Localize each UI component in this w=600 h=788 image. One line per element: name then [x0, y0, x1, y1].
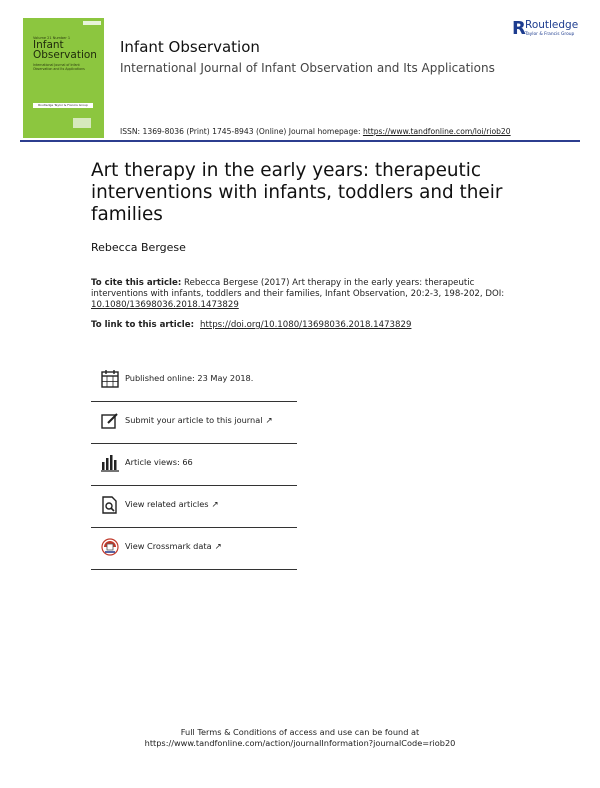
journal-cover: [23, 18, 104, 138]
cover-publisher-bar: Routledge Taylor & Francis Group: [33, 103, 93, 108]
article-doi-link[interactable]: https://doi.org/10.1080/13698036.2018.1473829: [200, 320, 412, 330]
crossmark-link[interactable]: [125, 541, 222, 552]
article-info-list: [91, 360, 297, 570]
author-name: Rebecca Bergese: [91, 241, 186, 254]
external-link-icon: ↗: [265, 416, 273, 426]
submit-link[interactable]: [125, 415, 273, 426]
citation: [91, 278, 531, 311]
footer-line1: Full Terms & Conditions of access and use can be found at: [180, 727, 420, 737]
cover-strip: [83, 21, 101, 25]
crossmark-label: View Crossmark data: [125, 541, 212, 551]
cite-doi-link[interactable]: 10.1080/13698036.2018.1473829: [91, 300, 239, 310]
journal-homepage-link[interactable]: https://www.tandfonline.com/loi/riob20: [362, 127, 511, 136]
calendar-icon: [100, 369, 120, 389]
link-label: To link to this article:: [91, 320, 198, 330]
cover-title-line1: Infant: [33, 39, 64, 51]
brand-sub: Taylor & Francis Group: [525, 32, 575, 37]
cover-volume: Volume 21 Number 1: [33, 36, 71, 40]
brand-name: Routledge: [525, 19, 579, 31]
related-row[interactable]: [91, 486, 297, 528]
routledge-r-icon: R: [512, 18, 526, 39]
external-link-icon: ↗: [214, 542, 222, 552]
header-divider: [20, 140, 580, 142]
submit-label: Submit your article to this journal: [125, 415, 263, 425]
article-views: Article views: 66: [125, 457, 193, 467]
cover-subtitle: International Journal of Infant Observation and Its Applications: [33, 63, 85, 71]
cover-title: [33, 40, 97, 60]
article-title: Art therapy in the early years: therapeutic interventions with infants, toddlers and their families: [91, 160, 503, 225]
crossmark-icon: [100, 537, 120, 557]
journal-name: Infant Observation: [120, 38, 260, 56]
cover-title-line2: Observation: [33, 49, 97, 61]
cover-logo: [73, 118, 91, 128]
published-row: [91, 360, 297, 402]
issn-text: ISSN: 1369-8036 (Print) 1745-8943 (Online) Journal homepage:: [120, 127, 363, 136]
footer-terms-link[interactable]: https://www.tandfonline.com/action/journalInformation?journalCode=riob20: [144, 738, 456, 748]
journal-subtitle: International Journal of Infant Observation and Its Applications: [120, 61, 495, 75]
footer-terms: [0, 727, 600, 749]
views-row: [91, 444, 297, 486]
edit-icon: [100, 411, 120, 431]
article-link-line: [91, 320, 411, 330]
routledge-logo[interactable]: [512, 19, 588, 41]
cite-label: To cite this article:: [91, 278, 182, 288]
external-link-icon: ↗: [211, 500, 219, 510]
bar-chart-icon: [100, 453, 120, 473]
related-label: View related articles: [125, 499, 209, 509]
issn-line: [120, 127, 511, 136]
cite-text: Rebecca Bergese (2017) Art therapy in the early years: therapeutic interventions with infants, toddlers and their families, Infant Observation, 20:2-3, 198-202, DOI:: [91, 278, 505, 299]
published-date: Published online: 23 May 2018.: [125, 373, 254, 383]
crossmark-row[interactable]: [91, 528, 297, 570]
submit-row[interactable]: [91, 402, 297, 444]
search-document-icon: [100, 495, 120, 515]
related-articles-link[interactable]: [125, 499, 219, 510]
